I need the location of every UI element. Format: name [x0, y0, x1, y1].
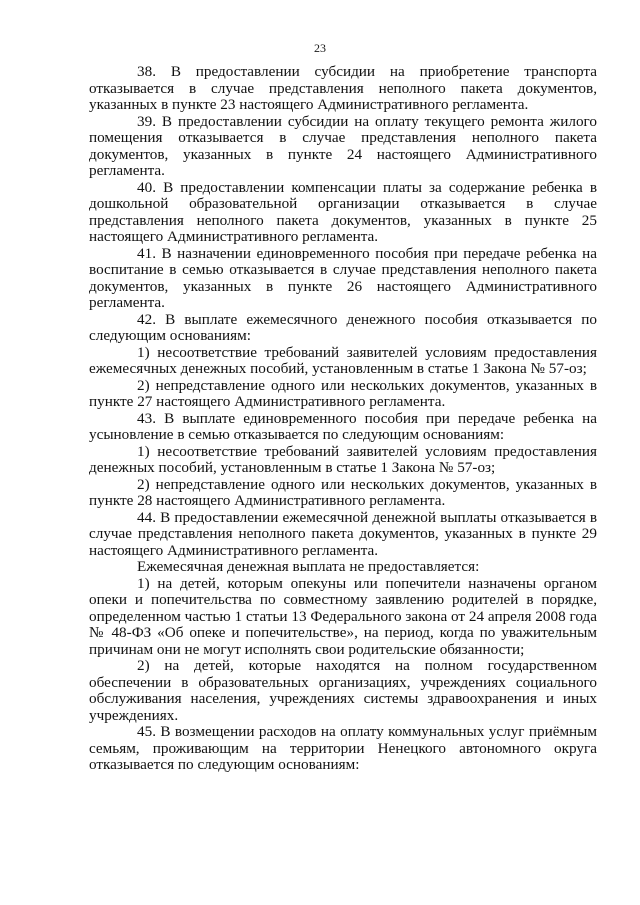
paragraph-43-item-1: 1) несоответствие требований заявителей условиям предоставления денежных пособий, установленным в статье 1 Закона № 57-оз; [89, 442, 597, 476]
paragraph-42-item-2: 2) непредставление одного или нескольких документов, указанных в пункте 27 настоящего Административного регламента. [89, 376, 597, 410]
paragraph-39: 39. В предоставлении субсидии на оплату текущего ремонта жилого помещения отказывается в случае представления неполного пакета документов, указанных в пункте 24 настоящего Административного регламента. [89, 112, 597, 179]
paragraph-45: 45. В возмещении расходов на оплату коммунальных услуг приёмным семьям, проживающим на территории Ненецкого автономного округа отказывается по следующим основаниям: [89, 723, 597, 773]
paragraph-44-intro: Ежемесячная денежная выплата не предоставляется: [137, 558, 480, 575]
paragraph-44-item-1: 1) на детей, которым опекуны или попечители назначены органом опеки и попечительства по совместному заявлению родителей в порядке, определенном частью 1 статьи 13 Федерального закона от 24 апреля 2008 года № 48-ФЗ «Об опеке и попечительстве», на период, когда по уважительным причинам они не могут исполнять свои родительские обязанности; [89, 574, 597, 658]
paragraph-43: 43. В выплате единовременного пособия при передаче ребенка на усыновление в семью отказывается по следующим основаниям: [89, 409, 597, 443]
paragraph-38: 38. В предоставлении субсидии на приобретение транспорта отказывается в случае представления неполного пакета документов, указанных в пункте 23 настоящего Административного регламента. [89, 63, 597, 113]
paragraph-41: 41. В назначении единовременного пособия при передаче ребенка на воспитание в семью отказывается в случае представления неполного пакета документов, указанных в пункте 26 настоящего Административного регламента. [89, 244, 597, 311]
paragraph-44-item-2: 2) на детей, которые находятся на полном государственном обеспечении в образовательных организациях, учреждениях социального обслуживания населения, учреждениях системы здравоохранения и иных учреждениях. [89, 657, 597, 724]
paragraph-43-item-2: 2) непредставление одного или нескольких документов, указанных в пункте 28 настоящего Административного регламента. [89, 475, 597, 509]
document-body [89, 64, 597, 774]
paragraph-42: 42. В выплате ежемесячного денежного пособия отказывается по следующим основаниям: [89, 310, 597, 344]
page-number: 23 [314, 41, 326, 55]
paragraph-44: 44. В предоставлении ежемесячной денежной выплаты отказывается в случае представления неполного пакета документов, указанных в пункте 29 настоящего Административного регламента. [89, 508, 597, 559]
paragraph-42-item-1: 1) несоответствие требований заявителей условиям предоставления ежемесячных денежных пособий, установленным в статье 1 Закона № 57-оз; [89, 343, 597, 377]
paragraph-40: 40. В предоставлении компенсации платы за содержание ребенка в дошкольной образовательной организации отказывается в случае представления неполного пакета документов, указанных в пункте 25 настоящего Административного регламента. [89, 178, 597, 245]
